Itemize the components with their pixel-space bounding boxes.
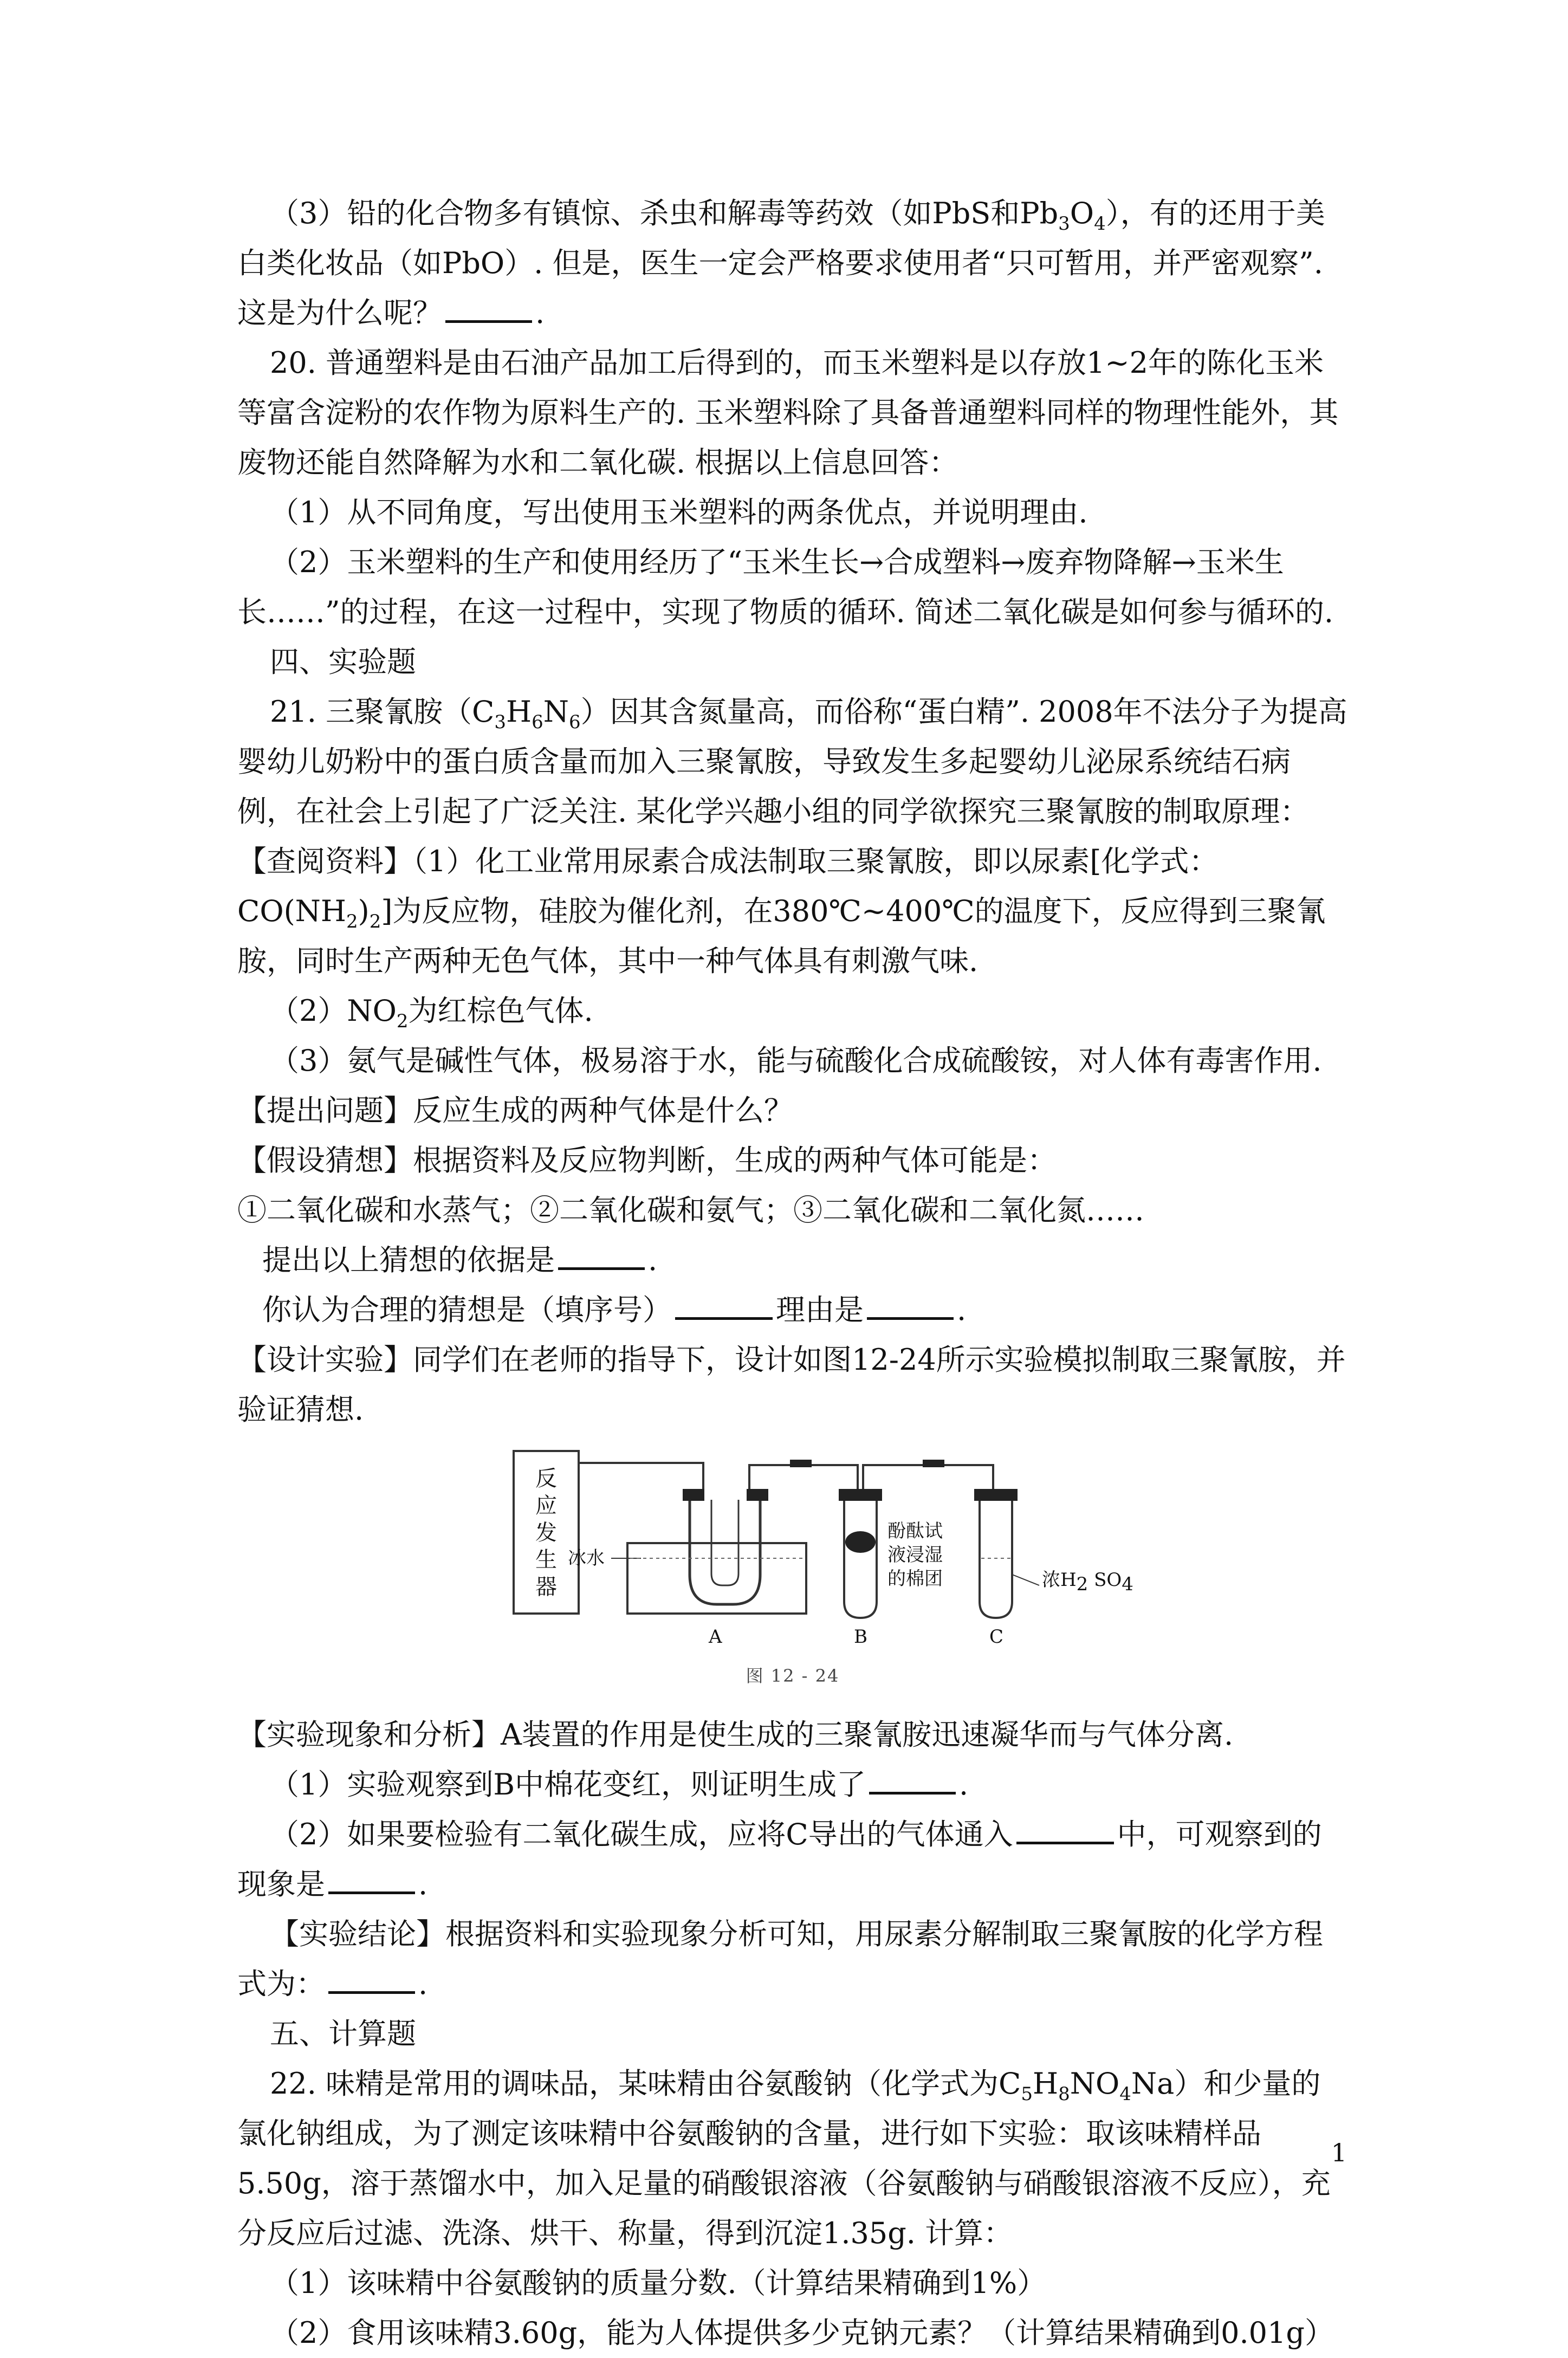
subscript: 8: [1058, 2083, 1070, 2105]
subscript: 5: [1021, 2083, 1033, 2105]
q22-part1: （1）该味精中谷氨酸钠的质量分数.（计算结果精确到1%）: [270, 2266, 1047, 2300]
q20-part1: （1）从不同角度，写出使用玉米塑料的两条优点，并说明理由.: [270, 495, 1088, 529]
conclusion-end: .: [418, 1967, 428, 2001]
q22-stem-d: Na）和少量的氯化钠组成，为了测定该味精中谷氨酸钠的含量，进行如下实验：取该味精样品5.50g，溶于蒸馏水中，加入足量的硝酸银溶液（谷氨酸钠与硝酸银溶液不反应），充分反应后过滤、洗涤、烘干、称量，得到沉淀1.35g. 计算：: [237, 2067, 1331, 2250]
stopper-a-right: [747, 1489, 768, 1501]
label-c: C: [989, 1626, 1004, 1648]
analysis1-end: .: [959, 1767, 969, 1802]
q22-stem-c: NO: [1070, 2067, 1120, 2101]
q22-stem: [237, 2059, 1348, 2258]
phenolphthalein-label: 酚酞试液浸湿的棉团: [887, 1520, 943, 1590]
analysis2-text-b: 中，可观察到的现象是: [237, 1817, 1322, 1901]
ref2-a: （2）NO: [270, 994, 397, 1028]
q21-reference-2: [237, 986, 1348, 1036]
cotton-ball: [845, 1531, 876, 1553]
basis-text: 提出以上猜想的依据是: [262, 1243, 555, 1277]
q19-part3-text-c: ），有的还用于美白类化妆品（如PbO）. 但是，医生一定会严格要求使用者“只可暂用，并严密观察”. 这是为什么呢？: [237, 196, 1325, 330]
answer-blank[interactable]: [1016, 1817, 1114, 1844]
analysis1-text: （1）实验观察到B中棉花变红，则证明生成了: [270, 1767, 866, 1802]
answer-blank[interactable]: [328, 1966, 415, 1994]
label-b: B: [854, 1626, 867, 1648]
ref1-b: ): [358, 894, 370, 928]
reason-end: .: [957, 1293, 967, 1327]
figure-caption: 图 12 - 24: [746, 1666, 840, 1686]
q19-part3: [237, 189, 1348, 338]
basis-end: .: [648, 1243, 658, 1277]
analysis2-end: .: [418, 1867, 428, 1901]
tube-b-to-c: [863, 1465, 993, 1500]
answer-blank[interactable]: [675, 1292, 773, 1320]
answer-blank[interactable]: [445, 295, 532, 323]
subscript: 6: [532, 711, 543, 733]
acid-b: SO: [1094, 1569, 1122, 1591]
q19-part3-text-b: O: [1070, 196, 1094, 230]
reason-text-a: 你认为合理的猜想是（填序号）: [262, 1293, 672, 1327]
reactor-label: 反应发生器: [535, 1466, 557, 1599]
test-tube-b: [844, 1500, 877, 1618]
subscript: 3: [1058, 212, 1070, 235]
q21-hypothesis: 【假设猜想】根据资料及反应物判断，生成的两种气体可能是：: [237, 1143, 1057, 1177]
q21-stem-c: N: [543, 695, 569, 729]
q21-analysis: 【实验现象和分析】A装置的作用是使生成的三聚氰胺迅速凝华而与气体分离.: [237, 1718, 1234, 1752]
q21-reference-1: [237, 837, 1348, 986]
q21-stem: [237, 687, 1348, 837]
page-content: [237, 189, 1348, 2358]
subscript: 4: [1119, 2083, 1131, 2105]
q22-stem-a: 22. 味精是常用的调味品，某味精由谷氨酸钠（化学式为C: [270, 2067, 1021, 2101]
q20-part2: （2）玉米塑料的生产和使用经历了“玉米生长→合成塑料→废弃物降解→玉米生长……”的过程，在这一过程中，实现了物质的循环. 简述二氧化碳是如何参与循环的.: [237, 545, 1334, 629]
subscript: 6: [569, 711, 581, 733]
q21-question: 【提出问题】反应生成的两种气体是什么？: [237, 1093, 793, 1128]
q21-design: 【设计实验】同学们在老师的指导下，设计如图12-24所示实验模拟制取三聚氰胺，并验证猜想.: [237, 1343, 1346, 1427]
q21-analysis-1: [237, 1760, 1348, 1810]
q19-part3-tail: .: [535, 296, 545, 330]
stopper-c: [974, 1489, 1018, 1501]
q21-basis: [237, 1235, 1348, 1285]
subscript: 2: [396, 1010, 409, 1032]
stopper-b: [839, 1489, 882, 1501]
conc-acid-label: [1042, 1569, 1133, 1595]
answer-blank[interactable]: [558, 1242, 645, 1270]
ice-water-label: 冰水: [568, 1547, 605, 1569]
q21-reason: [237, 1285, 1348, 1335]
subscript: 2: [1076, 1573, 1088, 1595]
q21-reference-3: （3）氨气是碱性气体，极易溶于水，能与硫酸化合成硫酸铵，对人体有毒害作用.: [270, 1044, 1322, 1078]
q21-stem-b: H: [506, 695, 532, 729]
subscript: 4: [1094, 212, 1106, 235]
section-experiment-title: 四、实验题: [270, 645, 416, 679]
q22-part2: （2）食用该味精3.60g，能为人体提供多少克钠元素？（计算结果精确到0.01g）: [270, 2316, 1334, 2350]
rubber-joint-1: [790, 1460, 812, 1467]
q21-stem-a: 21. 三聚氰胺（C: [270, 695, 495, 729]
q22-stem-b: H: [1033, 2067, 1059, 2101]
ref1-c: ]为反应物，硅胶为催化剂，在380℃~400℃的温度下，反应得到三聚氰胺，同时生产两种无色气体，其中一种气体具有刺激气味.: [237, 894, 1326, 978]
q20-stem: 20. 普通塑料是由石油产品加工后得到的，而玉米塑料是以存放1~2年的陈化玉米等富含淀粉的农作物为原料生产的. 玉米塑料除了具备普通塑料同样的物理性能外，其废物还能自然降解为水和二氧化碳. 根据以上信息回答：: [237, 346, 1339, 480]
answer-blank[interactable]: [328, 1867, 415, 1894]
answer-blank[interactable]: [869, 1767, 956, 1795]
subscript: 3: [494, 711, 507, 733]
conclusion-text: 【实验结论】根据资料和实验现象分析可知，用尿素分解制取三聚氰胺的化学方程式为：: [237, 1917, 1323, 2001]
subscript: 4: [1122, 1573, 1133, 1595]
apparatus-figure: [237, 1439, 1348, 1710]
label-a: A: [709, 1626, 722, 1648]
acid-a: 浓H: [1042, 1569, 1077, 1591]
ref1-a: 【查阅资料】（1）化工业常用尿素合成法制取三聚氰胺，即以尿素[化学式：CO(NH: [237, 844, 1219, 928]
analysis2-text-a: （2）如果要检验有二氧化碳生成，应将C导出的气体通入: [270, 1817, 1013, 1851]
q21-stem-d: ）因其含氮量高，而俗称“蛋白精”. 2008年不法分子为提高婴幼儿奶粉中的蛋白质含量而加入三聚氰胺，导致发生多起婴幼儿泌尿系统结石病例，在社会上引起了广泛关注. 某化学兴趣小组的同学欲探究三聚氰胺的制取原理：: [237, 695, 1347, 828]
subscript: 2: [346, 910, 358, 932]
stopper-a-left: [683, 1489, 704, 1501]
q21-conclusion: [237, 1909, 1348, 2009]
u-tube: [690, 1500, 760, 1604]
section-calculation-title: 五、计算题: [270, 2017, 416, 2051]
q21-analysis-2: [237, 1810, 1348, 1909]
q19-part3-text-a: （3）铅的化合物多有镇惊、杀虫和解毒等药效（如PbS和Pb: [270, 196, 1059, 230]
subscript: 2: [369, 910, 381, 932]
reason-text-b: 理由是: [776, 1293, 864, 1327]
acid-leader-line: [1012, 1575, 1039, 1585]
q21-options: ①二氧化碳和水蒸气；②二氧化碳和氨气；③二氧化碳和二氧化氮……: [237, 1193, 1144, 1227]
answer-blank[interactable]: [867, 1292, 954, 1320]
rubber-joint-2: [923, 1460, 944, 1467]
ref2-b: 为红棕色气体.: [408, 994, 593, 1028]
page-number: 1: [1331, 2138, 1347, 2167]
apparatus-diagram: [237, 1439, 1348, 1694]
